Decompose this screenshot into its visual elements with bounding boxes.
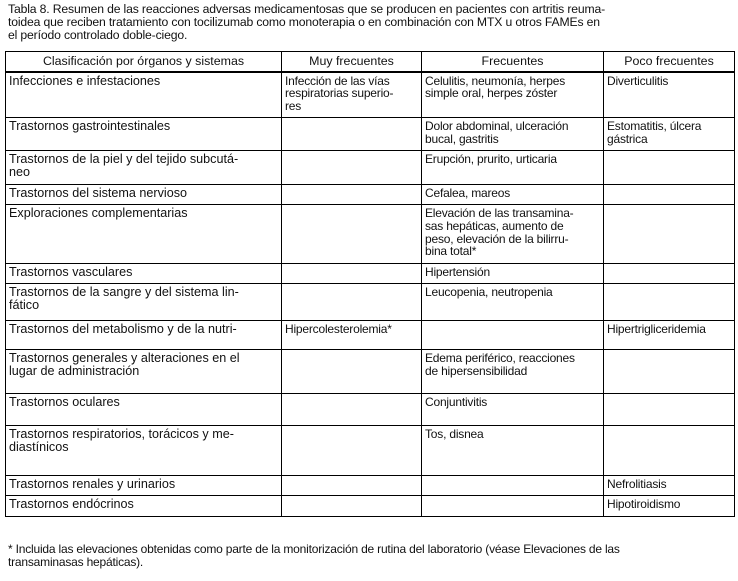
cell-line: Trastornos gastrointestinales [9, 119, 171, 133]
cell-very-frequent [282, 350, 422, 394]
cell-line: bina total* [425, 244, 477, 259]
footnote-line: transaminasas hepáticas). [8, 554, 144, 569]
cell-line: Trastornos endócrinos [9, 497, 134, 511]
table-row [6, 350, 735, 394]
footnote-line: * Incluida las elevaciones obtenidas como parte de la monitorización de rutina del laboratorio (véase Elevaciones de las [8, 542, 620, 556]
cell-line: Conjuntivitis [425, 395, 488, 409]
cell-frequent [422, 321, 604, 350]
table-footnote [8, 543, 730, 569]
cell-organ-class [6, 476, 282, 496]
cell-frequent [422, 118, 604, 151]
cell-line: Celulitis, neumonía, herpes [425, 73, 566, 88]
cell-very-frequent [282, 72, 422, 118]
cell-infrequent [604, 284, 735, 321]
cell-infrequent [604, 118, 735, 151]
cell-organ-class [6, 394, 282, 426]
cell-frequent [422, 496, 604, 517]
cell-frequent [422, 350, 604, 394]
cell-line: Infecciones e infestaciones [9, 73, 161, 88]
cell-very-frequent [282, 185, 422, 205]
cell-line: Nefrolitiasis [607, 477, 667, 491]
table-body [6, 72, 735, 517]
cell-line: Trastornos oculares [9, 395, 120, 409]
cell-line: Tos, disnea [425, 427, 484, 441]
cell-line: gástrica [607, 131, 648, 146]
cell-very-frequent [282, 394, 422, 426]
cell-line: Hipercolesterolemia* [285, 322, 392, 336]
table-row [6, 426, 735, 476]
cell-line: Hipertrigliceridemia [607, 322, 706, 336]
cell-line: fático [9, 297, 40, 312]
cell-infrequent [604, 151, 735, 185]
table-row [6, 72, 735, 118]
cell-very-frequent [282, 151, 422, 185]
cell-infrequent [604, 321, 735, 350]
table-row [6, 284, 735, 321]
cell-organ-class [6, 72, 282, 118]
cell-organ-class [6, 426, 282, 476]
cell-infrequent [604, 476, 735, 496]
cell-infrequent [604, 72, 735, 118]
cell-very-frequent [282, 496, 422, 517]
table-row [6, 321, 735, 350]
cell-frequent [422, 72, 604, 118]
cell-line: sas hepáticas, aumento de [425, 218, 564, 233]
caption-line: el período controlado doble-ciego. [8, 27, 188, 42]
header-infrequent: Poco frecuentes [604, 52, 735, 72]
cell-organ-class [6, 350, 282, 394]
caption-line: toidea que reciben tratamiento con tocilizumab como monoterapia o en combinación con MTX u otros FAMEs en [8, 14, 600, 29]
cell-frequent [422, 264, 604, 284]
cell-line: Estomatitis, úlcera [607, 119, 702, 133]
adverse-reactions-table [5, 51, 735, 517]
cell-frequent [422, 205, 604, 264]
cell-line: Cefalea, mareos [425, 186, 511, 200]
cell-very-frequent [282, 205, 422, 264]
table-row [6, 394, 735, 426]
cell-line: diastínicos [9, 439, 69, 454]
cell-line: Erupción, prurito, urticaria [425, 152, 557, 166]
cell-organ-class [6, 151, 282, 185]
cell-line: Leucopenia, neutropenia [425, 285, 553, 299]
cell-line: peso, elevación de la bilirru- [425, 231, 569, 246]
cell-frequent [422, 476, 604, 496]
cell-very-frequent [282, 264, 422, 284]
cell-very-frequent [282, 476, 422, 496]
cell-line: Trastornos del sistema nervioso [9, 186, 188, 200]
header-frequent: Frecuentes [422, 52, 604, 72]
cell-organ-class [6, 321, 282, 350]
cell-organ-class [6, 185, 282, 205]
table-row [6, 118, 735, 151]
caption-line: Tabla 8. Resumen de las reacciones adversas medicamentosas que se producen en pacientes con artritis reuma- [8, 2, 606, 16]
cell-line: simple oral, herpes zóster [425, 86, 558, 101]
cell-frequent [422, 185, 604, 205]
cell-organ-class [6, 264, 282, 284]
cell-organ-class [6, 118, 282, 151]
cell-line: res [285, 99, 302, 114]
cell-infrequent [604, 350, 735, 394]
cell-organ-class [6, 284, 282, 321]
cell-line: Trastornos de la sangre y del sistema lin- [9, 285, 239, 299]
cell-line: Edema periférico, reacciones [425, 351, 575, 365]
cell-line: Trastornos renales y urinarios [9, 477, 176, 491]
table-row [6, 205, 735, 264]
cell-line: Diverticulitis [607, 73, 669, 88]
cell-very-frequent [282, 321, 422, 350]
cell-line: Trastornos generales y alteraciones en el [9, 351, 240, 365]
cell-infrequent [604, 264, 735, 284]
cell-frequent [422, 151, 604, 185]
cell-line: de hipersensibilidad [425, 363, 528, 378]
cell-infrequent [604, 205, 735, 264]
header-very-frequent: Muy frecuentes [282, 52, 422, 72]
cell-line: Elevación de las transamina- [425, 206, 574, 220]
cell-line: Dolor abdominal, ulceración [425, 119, 569, 133]
cell-line: Trastornos del metabolismo y de la nutri- [9, 322, 237, 336]
cell-infrequent [604, 426, 735, 476]
cell-very-frequent [282, 284, 422, 321]
cell-line: bucal, gastritis [425, 131, 499, 146]
cell-very-frequent [282, 426, 422, 476]
header-organ-class: Clasificación por órganos y sistemas [6, 52, 282, 72]
cell-line: Infección de las vías [285, 73, 390, 88]
cell-line: Trastornos respiratorios, torácicos y me- [9, 427, 234, 441]
table-row [6, 151, 735, 185]
cell-line: Exploraciones complementarias [9, 206, 188, 220]
table-row [6, 476, 735, 496]
cell-frequent [422, 394, 604, 426]
cell-line: respiratorias superio- [285, 86, 394, 101]
cell-frequent [422, 284, 604, 321]
cell-frequent [422, 426, 604, 476]
cell-line: neo [9, 164, 31, 179]
cell-organ-class [6, 205, 282, 264]
cell-line: Trastornos vasculares [9, 265, 133, 279]
cell-infrequent [604, 496, 735, 517]
table-row [6, 496, 735, 517]
cell-line: Hipertensión [425, 265, 490, 279]
cell-line: Hipotiroidismo [607, 497, 681, 511]
cell-line: lugar de administración [9, 363, 140, 378]
cell-line: Trastornos de la piel y del tejido subcutá- [9, 152, 239, 166]
table-row [6, 264, 735, 284]
table-caption [8, 3, 730, 41]
cell-organ-class [6, 496, 282, 517]
table-row [6, 185, 735, 205]
cell-infrequent [604, 185, 735, 205]
cell-very-frequent [282, 118, 422, 151]
cell-infrequent [604, 394, 735, 426]
